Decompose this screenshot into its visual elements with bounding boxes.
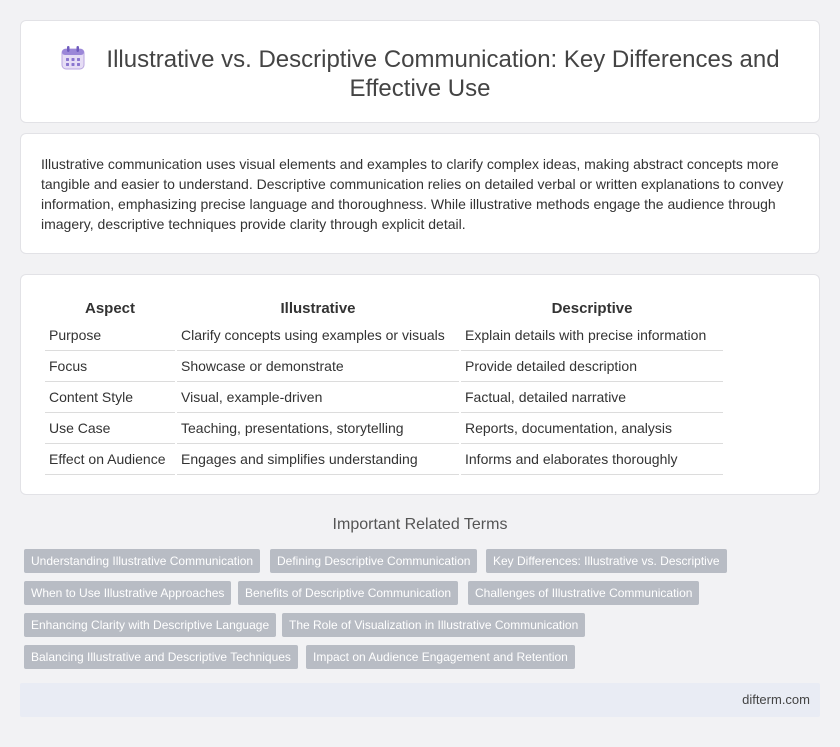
table-row [45, 382, 723, 413]
table-cell: Informs and elaborates thoroughly [461, 444, 723, 475]
related-term-tag[interactable]: The Role of Visualization in Illustrative Communication [282, 613, 585, 637]
header-illustrative: Illustrative [280, 299, 356, 317]
footer [20, 683, 820, 717]
comparison-table-card [20, 274, 820, 495]
page-title-wrap [21, 45, 819, 103]
header-descriptive: Descriptive [551, 299, 633, 317]
table-row [45, 320, 723, 351]
related-term-tag[interactable]: Understanding Illustrative Communication [24, 549, 260, 573]
related-term-tag[interactable]: Key Differences: Illustrative vs. Descriptive [486, 549, 727, 573]
related-term-tag[interactable]: Impact on Audience Engagement and Retention [306, 645, 575, 669]
table-row [45, 444, 723, 475]
table-cell: Content Style [45, 382, 175, 413]
table-row [45, 351, 723, 382]
summary-card [20, 133, 820, 254]
calendar-icon [60, 45, 86, 71]
footer-site[interactable]: difterm.com [742, 692, 810, 707]
table-cell: Purpose [45, 320, 175, 351]
related-term-tag[interactable]: When to Use Illustrative Approaches [24, 581, 231, 605]
related-terms-title: Important Related Terms [332, 516, 508, 533]
table-cell: Explain details with precise information [461, 320, 723, 351]
table-row [45, 413, 723, 444]
related-term-tag[interactable]: Challenges of Illustrative Communication [468, 581, 699, 605]
table-cell: Focus [45, 351, 175, 382]
table-cell: Showcase or demonstrate [177, 351, 459, 382]
related-term-tag[interactable]: Defining Descriptive Communication [270, 549, 477, 573]
related-term-tag[interactable]: Balancing Illustrative and Descriptive Techniques [24, 645, 298, 669]
table-header-row [45, 296, 723, 320]
table-cell: Engages and simplifies understanding [177, 444, 459, 475]
page-title: Illustrative vs. Descriptive Communication: Key Differences and Effective Use [106, 46, 780, 102]
related-term-tag[interactable]: Benefits of Descriptive Communication [238, 581, 458, 605]
table-cell: Use Case [45, 413, 175, 444]
summary-text: Illustrative communication uses visual elements and examples to clarify complex ideas, making abstract concepts more tangible and easier to understand. Descriptive communication relies on detailed verbal or written explanations to convey information, emphasizing precise language and thoroughness. While illustrative methods engage the audience through imagery, descriptive techniques provide clarity through explicit detail. [41, 156, 784, 232]
table-cell: Reports, documentation, analysis [461, 413, 723, 444]
table-cell: Provide detailed description [461, 351, 723, 382]
table-cell: Effect on Audience [45, 444, 175, 475]
table-cell: Teaching, presentations, storytelling [177, 413, 459, 444]
header-aspect: Aspect [84, 299, 136, 317]
header-card [20, 20, 820, 123]
table-cell: Visual, example-driven [177, 382, 459, 413]
table-cell: Factual, detailed narrative [461, 382, 723, 413]
table-cell: Clarify concepts using examples or visuals [177, 320, 459, 351]
comparison-table [43, 296, 725, 475]
related-term-tag[interactable]: Enhancing Clarity with Descriptive Language [24, 613, 276, 637]
